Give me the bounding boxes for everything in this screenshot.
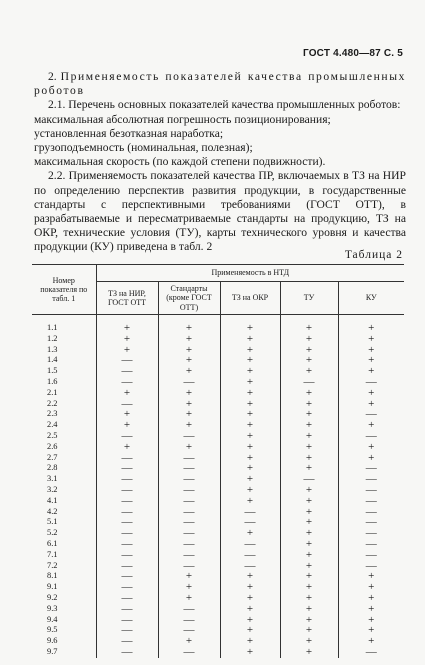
applicability-cell: + (220, 366, 280, 377)
applicability-cell: + (220, 345, 280, 356)
applicability-cell: + (280, 485, 338, 496)
applicability-cell: — (338, 517, 404, 528)
applicability-cell: — (96, 528, 158, 539)
applicability-cell: + (338, 571, 404, 582)
applicability-cell: + (220, 636, 280, 647)
applicability-cell: + (158, 571, 220, 582)
applicability-cell: — (338, 474, 404, 485)
applicability-cell: + (96, 409, 158, 420)
applicability-cell: + (280, 647, 338, 658)
paragraph-2-1: 2.1. Перечень основных показателей качества промышленных роботов: (48, 98, 401, 112)
applicability-cell: + (280, 463, 338, 474)
table-row (32, 550, 404, 561)
applicability-cell: + (280, 453, 338, 464)
applicability-cell: + (158, 345, 220, 356)
row-number: 9.7 (47, 646, 58, 656)
applicability-cell: + (220, 453, 280, 464)
applicability-cell: + (158, 409, 220, 420)
table-row (32, 355, 404, 366)
applicability-cell: + (338, 593, 404, 604)
row-number: 5.1 (47, 517, 58, 527)
row-number: 9.4 (47, 614, 58, 624)
applicability-cell: + (96, 345, 158, 356)
applicability-cell: + (280, 496, 338, 507)
applicability-cell: + (338, 315, 404, 334)
table-caption: Таблица 2 (344, 249, 403, 261)
applicability-cell: + (158, 582, 220, 593)
applicability-cell: + (280, 517, 338, 528)
row-number: 9.2 (47, 592, 58, 602)
applicability-cell: + (220, 420, 280, 431)
applicability-cell: — (158, 550, 220, 561)
applicability-cell: + (220, 463, 280, 474)
applicability-cell: — (96, 561, 158, 572)
applicability-cell: + (280, 388, 338, 399)
applicability-cell: + (280, 539, 338, 550)
applicability-cell: — (158, 474, 220, 485)
applicability-cell: + (220, 485, 280, 496)
table-row (32, 647, 404, 658)
applicability-cell: + (220, 582, 280, 593)
row-number: 4.1 (47, 495, 58, 505)
applicability-cell: + (220, 604, 280, 615)
row-number: 2.7 (47, 452, 58, 462)
section-2-text (34, 70, 406, 255)
applicability-cell: + (338, 615, 404, 626)
list-item: максимальная абсолютная погрешность позиционирования; (34, 112, 331, 126)
applicability-cell: — (158, 496, 220, 507)
applicability-cell: + (280, 528, 338, 539)
applicability-cell: + (220, 571, 280, 582)
applicability-cell: + (280, 409, 338, 420)
table-row (32, 593, 404, 604)
row-number: 3.2 (47, 484, 58, 494)
row-number: 4.2 (47, 506, 58, 516)
applicability-cell: + (280, 593, 338, 604)
table-row (32, 604, 404, 615)
applicability-cell: — (338, 409, 404, 420)
row-number: 9.1 (47, 582, 58, 592)
applicability-cell: — (220, 539, 280, 550)
applicability-cell: + (220, 431, 280, 442)
applicability-cell: — (96, 474, 158, 485)
column-header: ТЗ на ОКР (220, 282, 280, 315)
table-row (32, 507, 404, 518)
applicability-cell: + (338, 399, 404, 410)
table-row (32, 582, 404, 593)
applicability-cell: + (280, 507, 338, 518)
applicability-cell: + (280, 431, 338, 442)
applicability-cell: + (338, 345, 404, 356)
applicability-cell: + (280, 604, 338, 615)
applicability-cell: — (280, 377, 338, 388)
column-header-number: Номер показателя по табл. 1 (32, 265, 96, 315)
applicability-cell: + (280, 636, 338, 647)
applicability-cell: + (220, 615, 280, 626)
applicability-cell: — (220, 561, 280, 572)
applicability-cell: + (280, 315, 338, 334)
applicability-cell: — (158, 625, 220, 636)
row-number: 6.1 (47, 538, 58, 548)
table-row (32, 315, 404, 334)
applicability-cell: — (220, 550, 280, 561)
applicability-cell: — (338, 485, 404, 496)
table-row (32, 474, 404, 485)
row-number: 2.2 (47, 398, 58, 408)
table-row (32, 636, 404, 647)
applicability-cell: + (158, 388, 220, 399)
applicability-cell: + (158, 334, 220, 345)
applicability-cell: + (220, 625, 280, 636)
applicability-cell: — (338, 463, 404, 474)
applicability-cell: + (338, 604, 404, 615)
row-number: 1.6 (47, 376, 58, 386)
table-row (32, 453, 404, 464)
applicability-cell: — (96, 582, 158, 593)
applicability-cell: — (96, 507, 158, 518)
applicability-cell: + (158, 315, 220, 334)
applicability-cell: + (280, 625, 338, 636)
applicability-cell: — (158, 431, 220, 442)
table-row (32, 539, 404, 550)
table-row (32, 485, 404, 496)
applicability-cell: — (96, 539, 158, 550)
applicability-cell: — (96, 636, 158, 647)
applicability-cell: — (280, 474, 338, 485)
table-row (32, 388, 404, 399)
row-number: 2.8 (47, 463, 58, 473)
applicability-cell: + (280, 571, 338, 582)
applicability-cell: + (220, 474, 280, 485)
applicability-cell: + (96, 334, 158, 345)
table-row (32, 625, 404, 636)
applicability-cell: — (96, 485, 158, 496)
row-number: 1.4 (47, 355, 58, 365)
list-item: установленная безотказная наработка; (34, 126, 224, 140)
applicability-cell: + (220, 315, 280, 334)
applicability-cell: — (96, 355, 158, 366)
applicability-cell: — (96, 377, 158, 388)
row-number: 9.3 (47, 603, 58, 613)
applicability-cell: + (338, 420, 404, 431)
row-number: 1.1 (47, 323, 58, 332)
row-number: 5.2 (47, 528, 58, 538)
applicability-cell: + (280, 615, 338, 626)
applicability-cell: — (96, 399, 158, 410)
applicability-cell: — (158, 507, 220, 518)
applicability-cell: + (280, 334, 338, 345)
document-header: ГОСТ 4.480—87 С. 5 (302, 48, 403, 59)
applicability-cell: + (158, 593, 220, 604)
applicability-cell: — (338, 431, 404, 442)
column-header: ТУ (280, 282, 338, 315)
applicability-cell: — (338, 561, 404, 572)
applicability-cell: + (220, 528, 280, 539)
applicability-cell: — (338, 496, 404, 507)
applicability-cell: + (338, 636, 404, 647)
column-header: ТЗ на НИР, ГОСТ ОТТ (96, 282, 158, 315)
row-number: 9.5 (47, 625, 58, 635)
row-number: 2.4 (47, 420, 58, 430)
applicability-cell: — (220, 507, 280, 518)
applicability-cell: + (280, 420, 338, 431)
table-row (32, 334, 404, 345)
applicability-cell: + (220, 442, 280, 453)
applicability-cell: + (220, 647, 280, 658)
applicability-cell: + (220, 399, 280, 410)
paragraph-2-2: 2.2. Применяемость показателей качества ПР, включаемых в ТЗ на НИР по определению перспектив развития продукции, в государственные стандарты с перспективными требованиями (ГОСТ ОТТ), в разрабатываемые и пересматриваемые стандарты на продукцию, ТЗ на ОКР, технические условия (ТУ), карты технического уровня и качества продукции (КУ) приведена в табл. 2 (34, 169, 406, 254)
applicability-cell: + (280, 366, 338, 377)
table-row (32, 571, 404, 582)
applicability-cell: + (338, 388, 404, 399)
applicability-cell: — (158, 517, 220, 528)
applicability-cell: + (338, 453, 404, 464)
row-number: 2.3 (47, 409, 58, 419)
applicability-cell: — (96, 647, 158, 658)
applicability-cell: — (158, 604, 220, 615)
table-row (32, 377, 404, 388)
column-header: КУ (338, 282, 404, 315)
list-item: грузоподъемность (номинальная, полезная); (34, 141, 253, 155)
table-row (32, 517, 404, 528)
row-number: 8.1 (47, 571, 58, 581)
applicability-cell: — (96, 604, 158, 615)
applicability-cell: + (96, 420, 158, 431)
applicability-cell: — (96, 496, 158, 507)
applicability-cell: — (338, 647, 404, 658)
row-number: 1.3 (47, 344, 58, 354)
row-number: 2.6 (47, 441, 58, 451)
applicability-cell: — (158, 463, 220, 474)
table-row (32, 463, 404, 474)
table-row (32, 345, 404, 356)
applicability-cell: + (158, 366, 220, 377)
applicability-cell: — (338, 528, 404, 539)
applicability-cell: — (158, 647, 220, 658)
applicability-cell: + (280, 550, 338, 561)
applicability-cell: + (280, 345, 338, 356)
applicability-cell: + (338, 582, 404, 593)
row-number: 2.1 (47, 387, 58, 397)
applicability-cell: + (220, 409, 280, 420)
table-row (32, 366, 404, 377)
row-number: 7.2 (47, 560, 58, 570)
applicability-cell: — (158, 377, 220, 388)
group-header: Применяемость в НТД (96, 265, 404, 282)
applicability-cell: + (220, 388, 280, 399)
applicability-cell: + (158, 442, 220, 453)
row-number: 1.5 (47, 366, 58, 376)
applicability-cell: + (338, 442, 404, 453)
table-row (32, 561, 404, 572)
applicability-cell: — (158, 539, 220, 550)
applicability-cell: + (220, 496, 280, 507)
applicability-cell: — (96, 625, 158, 636)
applicability-cell: — (158, 528, 220, 539)
applicability-cell: — (96, 463, 158, 474)
row-number: 1.2 (47, 333, 58, 343)
row-number: 3.1 (47, 474, 58, 484)
applicability-cell: + (220, 593, 280, 604)
applicability-cell: + (338, 625, 404, 636)
applicability-cell: + (158, 399, 220, 410)
applicability-cell: + (280, 399, 338, 410)
table-row (32, 496, 404, 507)
row-number: 9.6 (47, 636, 58, 646)
applicability-cell: — (96, 615, 158, 626)
applicability-cell: — (96, 593, 158, 604)
applicability-cell: + (338, 334, 404, 345)
table-row (32, 409, 404, 420)
applicability-cell: — (158, 453, 220, 464)
table-row (32, 431, 404, 442)
applicability-cell: + (158, 420, 220, 431)
applicability-cell: + (158, 355, 220, 366)
applicability-cell: + (96, 315, 158, 334)
applicability-cell: + (280, 442, 338, 453)
applicability-cell: — (158, 485, 220, 496)
column-header: Стандарты (кроме ГОСТ ОТТ) (158, 282, 220, 315)
section-heading (34, 70, 406, 98)
applicability-cell: — (338, 539, 404, 550)
applicability-cell: + (280, 582, 338, 593)
applicability-cell: — (96, 571, 158, 582)
applicability-cell: — (96, 366, 158, 377)
applicability-cell: + (96, 442, 158, 453)
applicability-cell: + (220, 355, 280, 366)
applicability-cell: + (338, 366, 404, 377)
applicability-cell: — (158, 561, 220, 572)
applicability-cell: + (220, 377, 280, 388)
table-row (32, 442, 404, 453)
applicability-cell: — (338, 550, 404, 561)
applicability-cell: — (96, 550, 158, 561)
applicability-cell: + (338, 355, 404, 366)
applicability-cell: — (220, 517, 280, 528)
section-heading-number: 2. (48, 70, 57, 83)
table-row (32, 615, 404, 626)
applicability-cell: — (96, 431, 158, 442)
list-item: максимальная скорость (по каждой степени подвижности). (34, 155, 326, 169)
applicability-cell: + (220, 334, 280, 345)
applicability-cell: + (280, 561, 338, 572)
section-heading-title: Применяемость показателей качества промышленных роботов (34, 70, 406, 98)
applicability-cell: — (158, 615, 220, 626)
table-row (32, 528, 404, 539)
applicability-cell: — (338, 507, 404, 518)
applicability-cell: — (96, 517, 158, 528)
table-row (32, 399, 404, 410)
row-number: 7.1 (47, 549, 58, 559)
applicability-cell: + (158, 636, 220, 647)
applicability-cell: — (96, 453, 158, 464)
applicability-cell: — (338, 377, 404, 388)
applicability-cell: + (96, 388, 158, 399)
table-row (32, 420, 404, 431)
applicability-cell: + (280, 355, 338, 366)
applicability-table (32, 264, 404, 658)
row-number: 2.5 (47, 430, 58, 440)
